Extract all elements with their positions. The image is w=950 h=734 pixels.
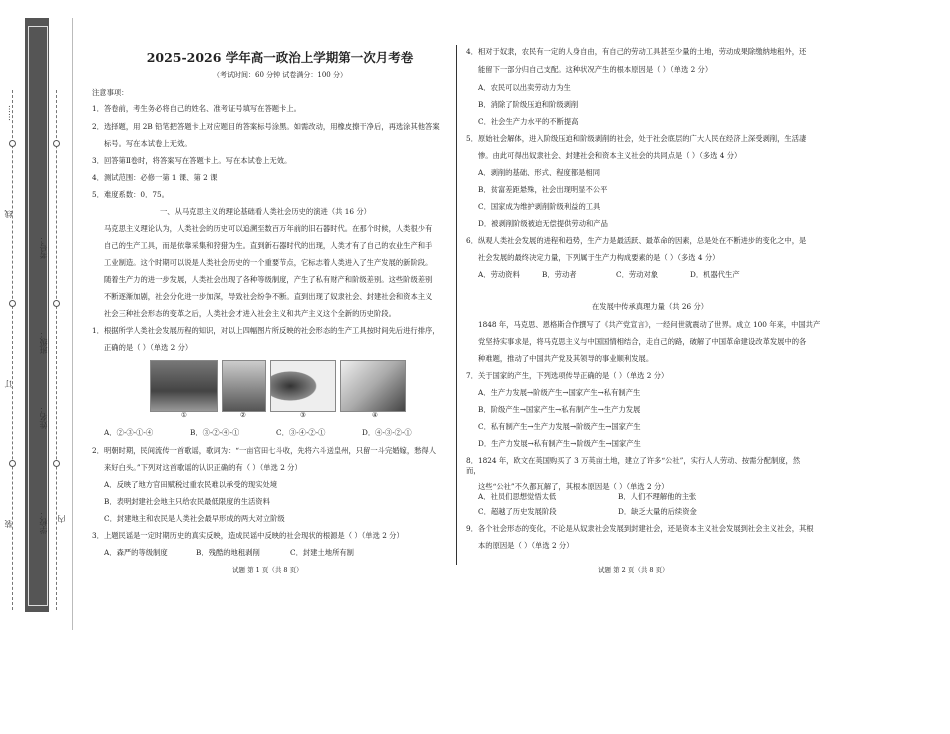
figure-label: ② [240,411,246,419]
option-c[interactable]: C．私有制产生→生产力发展→阶级产生→国家产生 [478,422,641,431]
figure-label: ① [181,411,187,419]
figure-label: ③ [300,411,306,419]
binding-hole [9,140,16,147]
question-stem: 社会发展的最终决定力量，下列属于生产力构成要素的是（ ）（多选 4 分） [478,253,720,262]
option-b[interactable]: B．表明封建社会地主只给农民最低限度的生活资料 [104,497,270,506]
question-stem: 来好白头。”下列对这首歌谣的认识正确的有（ ）（单选 2 分） [104,463,302,472]
section-paragraph: 随着生产力的进一步发展，人类社会出现了各种等级制度，产生了私有财产和阶级差别。这些阶级差别 [104,275,433,284]
binding-hole [9,300,16,307]
note-item: 2．选择题，用 2B 铅笔把答题卡上对应题目的答案标号涂黑。如需改动，用橡皮擦干净后，再选涂其他答案 [92,122,440,131]
question-stem: 3．上题民谣是一定时期历史的真实反映，造成民谣中反映的社会现状的根源是（ ）（单选 2 分） [92,531,404,540]
option-a[interactable]: A．劳动资料 [478,270,520,279]
class-label: 班级： [39,330,48,354]
figure-factory [150,360,218,412]
figure-stone-tools [270,360,336,412]
note-item: 4．测试范围：必修一第 1 课、第 2 课 [92,173,218,182]
option-b[interactable]: B．③-②-④-① [190,428,240,437]
binding-hole [53,460,60,467]
option-d[interactable]: D．缺乏大量的后续资金 [618,507,697,516]
question-stem: 8．1824 年，欧文在英国购买了 3 万英亩土地，建立了许多“公社”，实行人人劳动、按需分配制度，然 [466,456,801,465]
question-stem: 2．明朝时期，民间流传一首歌谣，歌词为：“一亩官田七斗收，先将六斗送皇州，只留一斗完婚嫁，愁得人 [92,446,437,455]
option-b[interactable]: B．贫富差距悬殊，社会出现明显不公平 [478,185,608,194]
question-stem: 这些“公社”不久都瓦解了，其根本原因是（ ）（单选 2 分） [478,482,669,491]
section-paragraph: 马克思主义理论认为，人类社会的历史可以追溯至数百万年前的旧石器时代。在那个时候，人类很少有 [104,224,433,233]
binding-mark-install: 装 [4,520,13,528]
option-d[interactable]: D．被剥削阶级被迫无偿提供劳动和产品 [478,219,608,228]
option-c[interactable]: C．封建土地所有制 [290,548,354,557]
figure-bronze-vessel [222,360,266,412]
outer-cut-line [12,90,13,610]
question-stem: 本的原因是（ ）（单选 2 分） [478,541,574,550]
exam-info: （考试时间：60 分钟 试卷满分：100 分） [213,71,347,79]
figure-label: ④ [372,411,378,419]
question-stem: 正确的是（ ）（单选 2 分） [104,343,193,352]
option-a[interactable]: A．反映了地方官田赋税过重农民难以承受的现实处境 [104,480,278,489]
option-c[interactable]: C．国家成为维护剥削阶级利益的工具 [478,202,601,211]
note-item: 3．回答第Ⅱ卷时，将答案写在答题卡上。写在本试卷上无效。 [92,156,292,165]
option-a[interactable]: A．森严的等级制度 [104,548,168,557]
section-paragraph: 种难题，推动了中国共产党及其领导的事业顺利发展。 [478,354,654,363]
option-a[interactable]: A．农民可以出卖劳动力为生 [478,83,571,92]
option-c[interactable]: C．③-④-②-① [276,428,326,437]
option-c[interactable]: C．社会生产力水平的不断提高 [478,117,579,126]
binding-mark-inner: 内 [57,515,66,523]
name-label: 姓名： [39,405,48,429]
section-paragraph: 不断逐渐加剧，社会分化进一步加深，导致社会纷争不断。直到出现了奴隶社会、封建社会和资本主义 [104,292,433,301]
binding-hole [53,300,60,307]
option-a[interactable]: A．②-③-①-④ [104,428,154,437]
section-paragraph: 1848 年，马克思、恩格斯合作撰写了《共产党宣言》，一经问世就震动了世界。成立 100 年来，中国共产 [478,320,821,329]
binding-hole [9,460,16,467]
section-heading: 在发展中传承真理力量（共 26 分） [592,302,709,311]
question-stem: 惨。由此可得出奴隶社会、封建社会和资本主义社会的共同点是（ ）（多选 4 分） [478,151,742,160]
section-heading: 一、从马克思主义的理论基础看人类社会历史的演进（共 16 分） [160,207,371,216]
section-paragraph: 党坚持实事求是，将马克思主义与中国国情相结合，走自己的路，破解了中国革命建设改革发展中的各 [478,337,807,346]
question-stem: 1．根据所学人类社会发展历程的知识，对以上四幅图片所反映的社会形态的生产工具按时间先后进行排序， [92,326,440,335]
option-b[interactable]: B．阶级产生→国家产生→私有制产生→生产力发展 [478,405,641,414]
question-stem: 而， [466,466,481,475]
section-paragraph: 社会三种社会形态的变革之后，人类社会才进入社会主义和共产主义这个全新的历史阶段。 [104,309,396,318]
question-stem: 9．各个社会形态的变化，不论是从奴隶社会发展到封建社会，还是资本主义社会发展到社会主义社会，其根 [466,524,814,533]
option-a[interactable]: A．生产力发展→阶级产生→国家产生→私有制产生 [478,388,641,397]
option-b[interactable]: B．劳动者 [542,270,577,279]
binding-margin [60,18,73,630]
section-paragraph: 自己的生产工具，而是依靠采集和狩猎为生。直到新石器时代的出现，人类才有了自己的农业生产和手 [104,241,433,250]
note-item: 标号。写在本试卷上无效。 [104,139,192,148]
question-stem: 能留下一部分归自己支配。这种状况产生的根本原因是（ ）（单选 2 分） [478,65,713,74]
option-c[interactable]: C．超越了历史发展阶段 [478,507,557,516]
column-divider [456,45,457,565]
figure-iron-plow [340,360,406,412]
page-footer: 试题 第 2 页（共 8 页） [598,566,669,574]
inner-cut-line [56,90,57,610]
option-d[interactable]: D．④-③-②-① [362,428,412,437]
section-paragraph: 工业制造。这个时期可以说是人类社会历史的一个重要节点，它标志着人类进入了生产发展的新阶段。 [104,258,433,267]
option-b[interactable]: B．残酷的地租剥削 [196,548,260,557]
option-c[interactable]: C．封建地主和农民是人类社会最早形成的两大对立阶级 [104,514,285,523]
question-stem: 6．纵观人类社会发展的进程和趋势，生产力是最活跃、最革命的因素，总是处在不断进步的变化之中，是 [466,236,807,245]
notes-heading: 注意事项： [92,88,129,97]
binding-dots: …… [3,105,12,121]
binding-hole [53,140,60,147]
option-d[interactable]: D．机器代生产 [690,270,740,279]
question-stem: 4．相对于奴隶，农民有一定的人身自由，有自己的劳动工具甚至少量的土地，劳动成果除缴纳地租外，还 [466,47,807,56]
option-b[interactable]: B．人们不理解他的主张 [618,492,697,501]
school-label: 学校： [39,510,48,534]
note-item: 5．难度系数：0．75。 [92,190,169,199]
note-item: 1．答卷前，考生务必将自己的姓名、准考证号填写在答题卡上。 [92,104,301,113]
option-a[interactable]: A．剥削的基础、形式、程度都是相同 [478,168,601,177]
question-stem: 5．原始社会解体，进入阶级压迫和阶级剥削的社会，处于社会底层的广大人民在经济上深受剥削，生活凄 [466,134,807,143]
binding-mark-order: 订 [4,380,13,388]
option-d[interactable]: D．生产力发展→私有制产生→阶级产生→国家产生 [478,439,641,448]
option-c[interactable]: C．劳动对象 [616,270,659,279]
question-stem: 7．关于国家的产生，下列选项传导正确的是（ ）（单选 2 分） [466,371,669,380]
option-a[interactable]: A．社员们思想觉悟太低 [478,492,557,501]
option-b[interactable]: B．消除了阶级压迫和阶级剥削 [478,100,579,109]
exam-no-label: 考号： [39,235,48,259]
page-title: 2025-2026 学年高一政治上学期第一次月考卷 [146,50,414,65]
binding-mark-line: 线 [4,210,13,218]
page-footer: 试题 第 1 页（共 8 页） [232,566,303,574]
